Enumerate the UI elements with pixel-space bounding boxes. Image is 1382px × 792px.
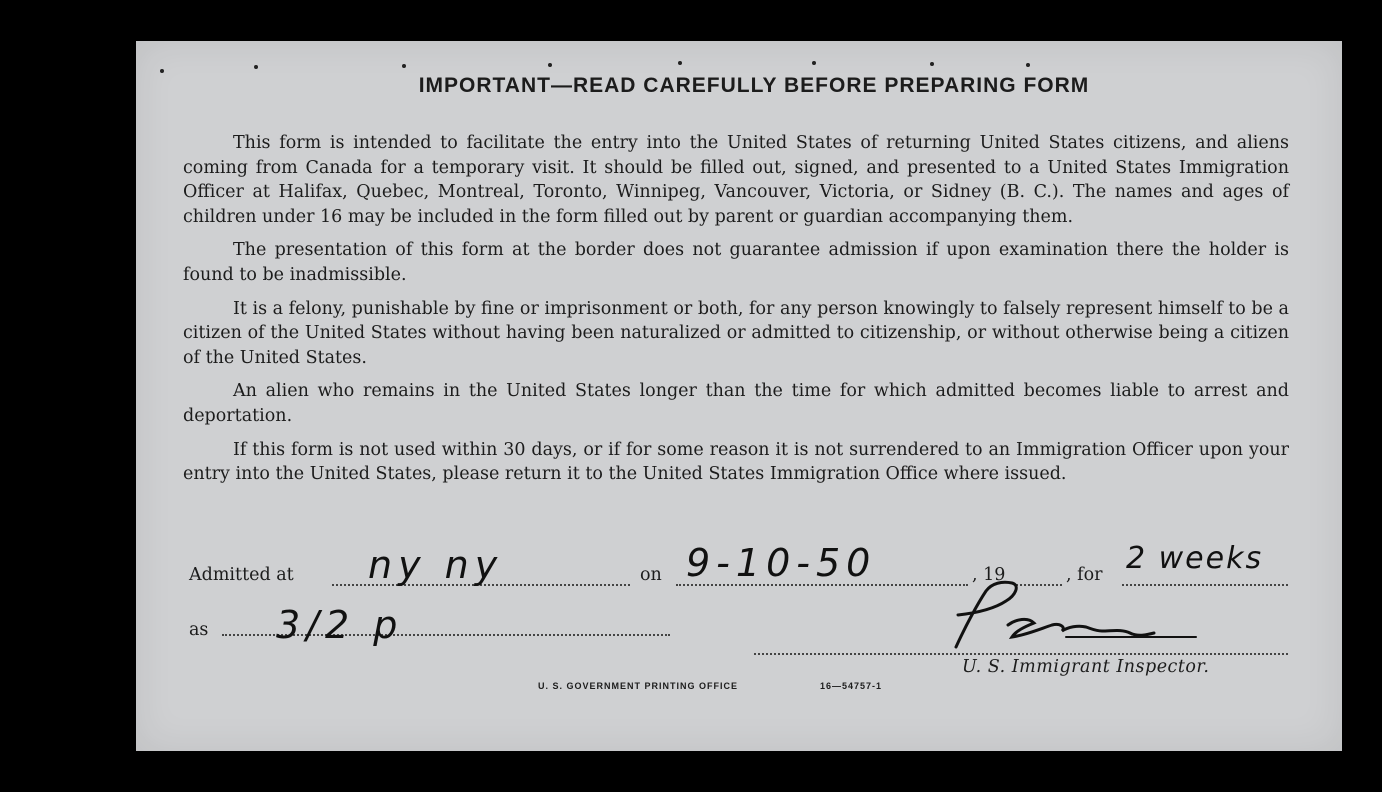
speck-mark — [1026, 63, 1030, 67]
instructions-body — [183, 131, 1289, 496]
for-label: , for — [1066, 565, 1103, 585]
signature-caption: U. S. Immigrant Inspector. — [962, 657, 1210, 677]
instruction-paragraph: The presentation of this form at the border does not guarantee admission if upon examination there the holder is found to be inadmissible. — [183, 240, 1289, 285]
speck-mark — [160, 69, 164, 73]
year-label: , 19 — [972, 565, 1006, 585]
immigration-form-card — [136, 41, 1342, 751]
for-duration-handwriting: 2 weeks — [1126, 541, 1264, 576]
admitted-at-handwriting: ny ny — [368, 543, 504, 587]
form-heading: IMPORTANT—READ CAREFULLY BEFORE PREPARING FORM — [418, 74, 1090, 97]
printer-imprint: U. S. GOVERNMENT PRINTING OFFICE — [538, 681, 739, 691]
as-class-handwriting: 3/2 p — [276, 603, 404, 647]
instruction-paragraph: An alien who remains in the United States longer than the time for which admitted becomes liable to arrest and deportation. — [183, 381, 1289, 426]
speck-mark — [930, 62, 934, 66]
as-label: as — [189, 620, 209, 640]
signature-line — [754, 653, 1288, 655]
on-label: on — [640, 565, 662, 585]
instruction-paragraph: This form is intended to facilitate the entry into the United States of returning United States citizens, and aliens coming from Canada for a temporary visit. It should be filled out, signed, and presented to a United States Immigration Officer at Halifax, Quebec, Montreal, Toronto, Winnipeg, Vancouver, Victoria, or Sidney (B. C.). The names and ages of children under 16 may be included in the form filled out by parent or guardian accompanying them. — [183, 133, 1289, 227]
speck-mark — [254, 65, 258, 69]
speck-mark — [812, 61, 816, 65]
inspector-signature — [916, 575, 1216, 655]
speck-mark — [548, 63, 552, 67]
admitted-at-label: Admitted at — [189, 565, 294, 585]
speck-mark — [678, 61, 682, 65]
form-number: 16—54757-1 — [820, 681, 883, 691]
speck-mark — [402, 64, 406, 68]
instruction-paragraph: If this form is not used within 30 days, or if for some reason it is not surrendered to an Immigration Officer upon your entry into the United States, please return it to the United States Immigration Office where issued. — [183, 439, 1289, 485]
on-date-handwriting: 9-10-50 — [686, 541, 877, 585]
instruction-paragraph: It is a felony, punishable by fine or imprisonment or both, for any person knowingly to falsely represent himself to be a citizen of the United States without having been naturalized or admitted to citizenship, or without otherwise being a citizen of the United States. — [183, 298, 1289, 368]
